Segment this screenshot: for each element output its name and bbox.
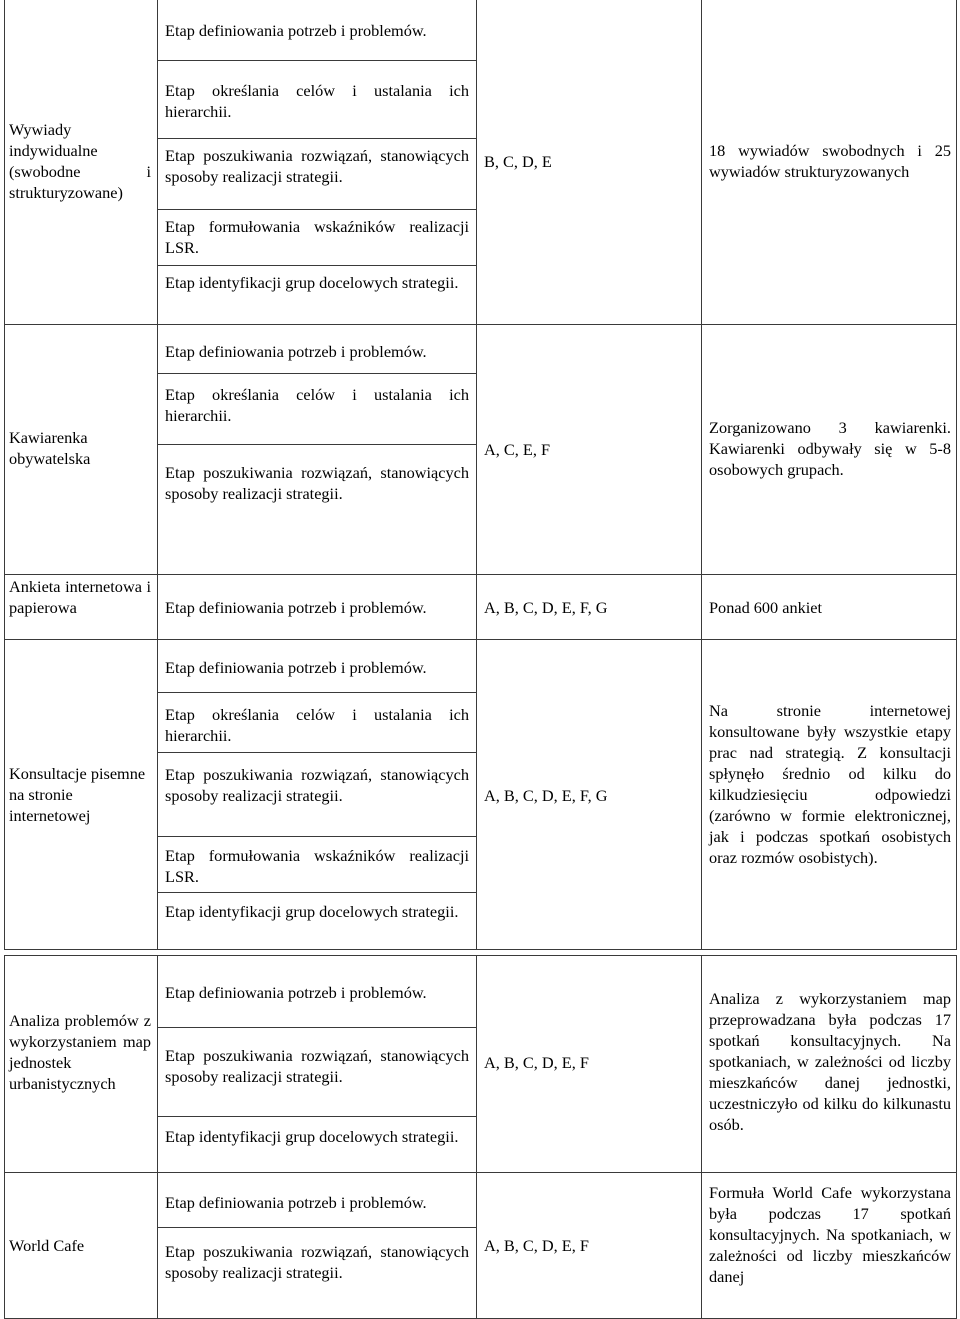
stage-cell: Etap poszukiwania rozwiązań, stanowiących sposoby realizacji strategii. bbox=[165, 146, 469, 186]
result-cell: Ponad 600 ankiet bbox=[709, 598, 823, 617]
method-cell: Wywiady indywidualne (swobodne i strukturyzowane) bbox=[9, 120, 151, 202]
target-groups-cell: A, B, C, D, E, F bbox=[484, 1053, 589, 1072]
table-border bbox=[4, 955, 5, 1319]
stage-separator bbox=[157, 60, 477, 61]
stage-cell: Etap poszukiwania rozwiązań, stanowiących sposoby realizacji strategii. bbox=[165, 463, 469, 503]
target-groups-cell: A, C, E, F bbox=[484, 440, 551, 459]
stage-separator bbox=[157, 444, 477, 445]
method-cell: Ankieta internetowa i papierowa bbox=[9, 577, 151, 617]
stage-cell: Etap poszukiwania rozwiązań, stanowiących sposoby realizacji strategii. bbox=[165, 1046, 469, 1086]
table-border bbox=[4, 574, 957, 575]
table-border bbox=[157, 955, 158, 1319]
result-cell: 18 wywiadów swobodnych i 25 wywiadów strukturyzowanych bbox=[709, 141, 951, 181]
method-cell: World Cafe bbox=[9, 1236, 85, 1255]
stage-separator bbox=[157, 836, 477, 837]
stage-separator bbox=[157, 892, 477, 893]
table-border bbox=[701, 955, 702, 1319]
stage-separator bbox=[157, 373, 477, 374]
stage-cell: Etap identyfikacji grup docelowych strategii. bbox=[165, 1127, 459, 1146]
stage-cell: Etap formułowania wskaźników realizacji LSR. bbox=[165, 217, 469, 257]
table-border bbox=[157, 0, 158, 950]
stage-separator bbox=[157, 1116, 477, 1117]
stage-separator bbox=[157, 692, 477, 693]
method-cell: Kawiarenka obywatelska bbox=[9, 428, 91, 468]
table-border bbox=[956, 0, 957, 950]
stage-separator bbox=[157, 1027, 477, 1028]
table-border bbox=[4, 955, 957, 956]
stage-cell: Etap identyfikacji grup docelowych strategii. bbox=[165, 902, 459, 921]
target-groups-cell: B, C, D, E bbox=[484, 152, 552, 171]
table-border bbox=[4, 639, 957, 640]
table-border bbox=[4, 949, 957, 950]
result-cell: Na stronie internetowej konsultowane były wszystkie etapy prac nad strategią. Z konsultacji spłynęło średnio od kilku do kilkudziesięciu odpowiedzi (zarówno w formie elektronicznej, jak i podczas spotkań osobistych oraz rozmów osobistych). bbox=[709, 701, 951, 867]
stage-separator bbox=[157, 1227, 477, 1228]
stage-cell: Etap definiowania potrzeb i problemów. bbox=[165, 983, 427, 1002]
stage-separator bbox=[157, 209, 477, 210]
stage-cell: Etap określania celów i ustalania ich hierarchii. bbox=[165, 81, 469, 121]
result-cell: Zorganizowano 3 kawiarenki. Kawiarenki odbywały się w 5-8 osobowych grupach. bbox=[709, 418, 951, 479]
table-border bbox=[476, 0, 477, 950]
stage-separator bbox=[157, 752, 477, 753]
stage-cell: Etap identyfikacji grup docelowych strategii. bbox=[165, 273, 459, 292]
result-cell: Analiza z wykorzystaniem map przeprowadzana była podczas 17 spotkań konsultacyjnych. Na spotkaniach, w zależności od liczby mieszkańców danej jednostki, uczestniczyło od kilku do kilkunastu osób. bbox=[709, 989, 951, 1134]
method-cell: Analiza problemów z wykorzystaniem map jednostek urbanistycznych bbox=[9, 1011, 151, 1093]
table-border bbox=[701, 0, 702, 950]
target-groups-cell: A, B, C, D, E, F bbox=[484, 1236, 589, 1255]
stage-cell: Etap poszukiwania rozwiązań, stanowiących sposoby realizacji strategii. bbox=[165, 1242, 469, 1282]
table-border bbox=[4, 324, 957, 325]
stage-separator bbox=[157, 265, 477, 266]
target-groups-cell: A, B, C, D, E, F, G bbox=[484, 598, 608, 617]
stage-cell: Etap definiowania potrzeb i problemów. bbox=[165, 342, 427, 361]
table-border bbox=[4, 0, 5, 950]
stage-cell: Etap określania celów i ustalania ich hierarchii. bbox=[165, 385, 469, 425]
stage-cell: Etap definiowania potrzeb i problemów. bbox=[165, 598, 427, 617]
method-cell: Konsultacje pisemne na stronie internetowej bbox=[9, 764, 146, 825]
stage-separator bbox=[157, 138, 477, 139]
stage-cell: Etap poszukiwania rozwiązań, stanowiących sposoby realizacji strategii. bbox=[165, 765, 469, 805]
stage-cell: Etap formułowania wskaźników realizacji LSR. bbox=[165, 846, 469, 886]
stage-cell: Etap definiowania potrzeb i problemów. bbox=[165, 21, 427, 40]
result-cell: Formuła World Cafe wykorzystana była podczas 17 spotkań konsultacyjnych. Na spotkaniach, w zależności od liczby mieszkańców danej bbox=[709, 1183, 951, 1286]
table-border bbox=[956, 955, 957, 1319]
stage-cell: Etap definiowania potrzeb i problemów. bbox=[165, 658, 427, 677]
target-groups-cell: A, B, C, D, E, F, G bbox=[484, 786, 608, 805]
stage-cell: Etap określania celów i ustalania ich hierarchii. bbox=[165, 705, 469, 745]
table-border bbox=[476, 955, 477, 1319]
table-border bbox=[4, 1172, 957, 1173]
stage-cell: Etap definiowania potrzeb i problemów. bbox=[165, 1193, 427, 1212]
